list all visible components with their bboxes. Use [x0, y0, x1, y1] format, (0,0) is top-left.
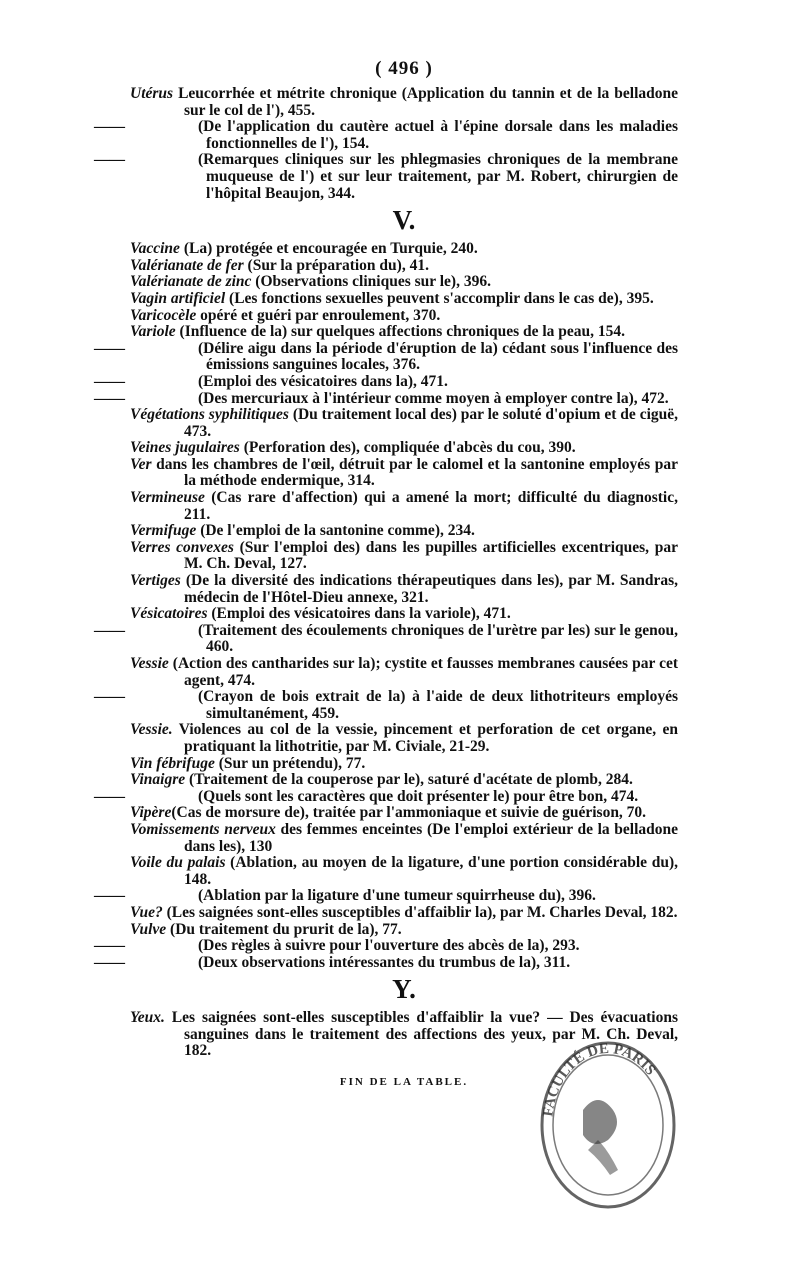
dash-marker: ——: [94, 937, 125, 955]
entry-text: (Perforation des), compliquée d'abcès du cou, 390.: [239, 439, 576, 457]
entry-headword: Vertiges: [130, 572, 181, 590]
index-entry: [94, 937, 678, 955]
library-stamp: [528, 1030, 678, 1220]
dash-marker: ——: [94, 389, 125, 407]
index-entry: [130, 805, 678, 822]
letter-heading-y: Y.: [392, 974, 416, 1005]
entry-headword: Vomissements nerveux: [130, 820, 276, 838]
index-entry: [130, 573, 678, 606]
entry-text: (Cas de morsure de), traitée par l'ammoniaque et suivie de guérison, 70.: [171, 804, 647, 822]
entry-text: dans les chambres de l'œil, détruit par le calomel et la santonine employés par la méthode endermique, 314.: [151, 455, 678, 490]
entry-headword: Valérianate de fer: [130, 256, 244, 274]
entry-headword: Vermineuse: [130, 489, 205, 507]
index-entry: [130, 656, 678, 689]
index-page: [94, 58, 679, 1089]
index-entry: [94, 887, 678, 905]
index-entry: [130, 722, 678, 755]
entry-headword: Végétations syphilitiques: [130, 406, 289, 424]
entry-headword: Vagin artificiel: [130, 289, 226, 307]
index-entry: [94, 953, 678, 972]
entry-text: opéré et guéri par enroulement, 370.: [196, 306, 441, 324]
entry-headword: Vue?: [130, 903, 163, 921]
entry-text: (Action des cantharides sur la); cystite et fausses membranes causées par cet agent, 474.: [168, 655, 678, 689]
entry-headword: Vin fébrifuge: [130, 754, 215, 772]
entry-text: (Des mercuriaux à l'intérieur comme moyen à employer contre la), 472.: [198, 389, 669, 407]
entry-headword: Vinaigre: [130, 771, 186, 789]
index-entry: [94, 118, 678, 152]
dash-marker: ——: [94, 372, 125, 390]
stamp-text: FACULTÉ DE PARIS: [540, 1040, 659, 1118]
index-entry: [130, 905, 678, 922]
entry-headword: Vessie: [130, 655, 169, 672]
entry-headword: Vipère: [130, 804, 172, 822]
entry-text: (Sur l'emploi des) dans les pupilles artificielles excentriques, par M. Ch. Deval, 127.: [184, 538, 678, 573]
index-entry: [130, 855, 678, 888]
entry-text: (Délire aigu dans la période d'éruption de la) cédant sous l'influence des émissions sanguines locales, 376.: [198, 339, 678, 374]
letter-heading-v: V.: [392, 205, 416, 236]
entry-headword: Utérus: [130, 85, 174, 102]
entry-text: (Sur un prétendu), 77.: [214, 754, 366, 772]
dash-marker: ——: [94, 688, 125, 706]
index-entry: [130, 922, 678, 939]
entry-text: (Cas rare d'affection) qui a amené la mort; difficulté du diagnostic, 211.: [184, 489, 678, 523]
index-entry: [130, 274, 678, 291]
entry-text: (De l'application du cautère actuel à l'épine dorsale dans les maladies fonctionnelles de l'), 154.: [198, 118, 678, 152]
entry-text: (Emploi des vésicatoires dans la variole), 471.: [207, 605, 511, 623]
page-number: ( 496 ): [375, 58, 433, 79]
section-v: [94, 240, 679, 971]
dash-marker: ——: [94, 118, 125, 136]
index-entry: [130, 772, 678, 789]
entry-headword: Voile du palais: [130, 854, 226, 872]
entry-text: Violences au col de la vessie, pincement et perforation de cet organe, en pratiquant la lithotritie, par M. Civiale, 21-29.: [172, 721, 678, 755]
entry-headword: Yeux.: [130, 1009, 165, 1027]
entry-headword: Veines jugulaires: [130, 439, 240, 457]
index-entry: [130, 407, 678, 440]
dash-marker: ——: [94, 787, 125, 805]
entry-text: (De la diversité des indications thérapeutiques dans les), par M. Sandras, médecin de l'Hôtel-Dieu annexe, 321.: [180, 572, 678, 606]
index-entry: [130, 241, 678, 258]
entry-headword: Verres convexes: [130, 538, 234, 556]
entry-text: (Du traitement du prurit de la), 77.: [166, 920, 402, 938]
entry-headword: Vermifuge: [130, 522, 197, 540]
entry-text: (Crayon de bois extrait de la) à l'aide de deux lithotriteurs employés simultanément, 459.: [198, 688, 678, 722]
index-entry: [94, 339, 678, 374]
entry-headword: Ver: [130, 455, 152, 473]
index-entry: [130, 258, 678, 275]
entry-headword: Valérianate de zinc: [130, 273, 252, 291]
index-entry: [94, 389, 678, 408]
entry-text: Leucorrhée et métrite chronique (Application du tannin et de la belladone sur le col de l'), 455.: [173, 85, 678, 119]
entry-text: (Du traitement local des) par le soluté d'opium et de ciguë, 473.: [184, 406, 679, 440]
index-entry: [130, 457, 678, 490]
entry-text: (Emploi des vésicatoires dans la), 471.: [198, 372, 448, 390]
index-entry: [130, 540, 678, 573]
index-entry: [130, 291, 678, 308]
entry-text: (La) protégée et encouragée en Turquie, 240.: [179, 240, 478, 258]
index-entry: [130, 324, 678, 341]
entry-text: des femmes enceintes (De l'emploi extérieur de la belladone dans les), 130: [184, 820, 679, 855]
entry-headword: Variole: [130, 323, 176, 341]
entry-text: (Sur la préparation du), 41.: [243, 256, 429, 274]
index-entry: [130, 490, 678, 523]
dash-marker: ——: [94, 887, 125, 905]
entry-text: (Quels sont les caractères que doit présenter le) pour être bon, 474.: [198, 787, 639, 805]
entry-text: (Observations cliniques sur le), 396.: [251, 273, 491, 291]
entry-text: (Des règles à suivre pour l'ouverture des abcès de la), 293.: [198, 937, 580, 955]
index-entry: [94, 621, 678, 656]
entry-headword: Vulve: [130, 920, 167, 938]
entry-text: (Les fonctions sexuelles peuvent s'accomplir dans le cas de), 395.: [225, 289, 654, 307]
dash-marker: ——: [94, 339, 125, 357]
entry-text: (Traitement de la couperose par le), saturé d'acétate de plomb, 284.: [185, 771, 633, 789]
index-entry: [130, 756, 678, 773]
entry-headword: Vésicatoires: [130, 605, 208, 623]
end-of-table: FIN DE LA TABLE.: [339, 1076, 469, 1089]
entry-text: (Influence de la) sur quelques affections chroniques de la peau, 154.: [175, 323, 626, 341]
entry-text: (Traitement des écoulements chroniques de l'urètre par les) sur le genou, 460.: [198, 621, 678, 656]
index-entry: [130, 822, 678, 855]
index-entry: [94, 787, 678, 806]
entry-text: (Ablation, au moyen de la ligature, d'une portion considérable du), 148.: [184, 854, 678, 888]
section-u-tail: [94, 85, 678, 202]
index-entry: [94, 151, 678, 202]
index-entry: [94, 372, 678, 391]
entry-text: (Deux observations intéressantes du trumbus de la), 311.: [198, 953, 571, 971]
index-entry: [130, 606, 678, 623]
entry-headword: Vessie.: [130, 721, 173, 739]
entry-headword: Vaccine: [130, 240, 180, 258]
entry-text: (Remarques cliniques sur les phlegmasies chroniques de la membrane muqueuse de l') et sur leur traitement, par M. Robert, chirurgien de l'hôpital Beaujon, 344.: [198, 151, 678, 202]
entry-text: (De l'emploi de la santonine comme), 234.: [196, 522, 475, 540]
index-entry: [94, 688, 678, 722]
index-entry: [130, 523, 678, 540]
dash-marker: ——: [94, 151, 125, 169]
entry-text: (Ablation par la ligature d'une tumeur squirrheuse du), 396.: [198, 887, 596, 905]
dash-marker: ——: [94, 621, 125, 639]
index-entry: [130, 308, 678, 325]
entry-headword: Varicocèle: [130, 306, 197, 324]
index-entry: [130, 440, 678, 457]
index-entry: [130, 86, 678, 119]
dash-marker: ——: [94, 953, 125, 971]
entry-text: (Les saignées sont-elles susceptibles d'affaiblir la), par M. Charles Deval, 182.: [162, 903, 678, 921]
entry-text: Les saignées sont-elles susceptibles d'affaiblir la vue? — Des évacuations sanguines dans le traitement des affections des yeux, par M. Ch. Deval, 182.: [164, 1009, 678, 1060]
